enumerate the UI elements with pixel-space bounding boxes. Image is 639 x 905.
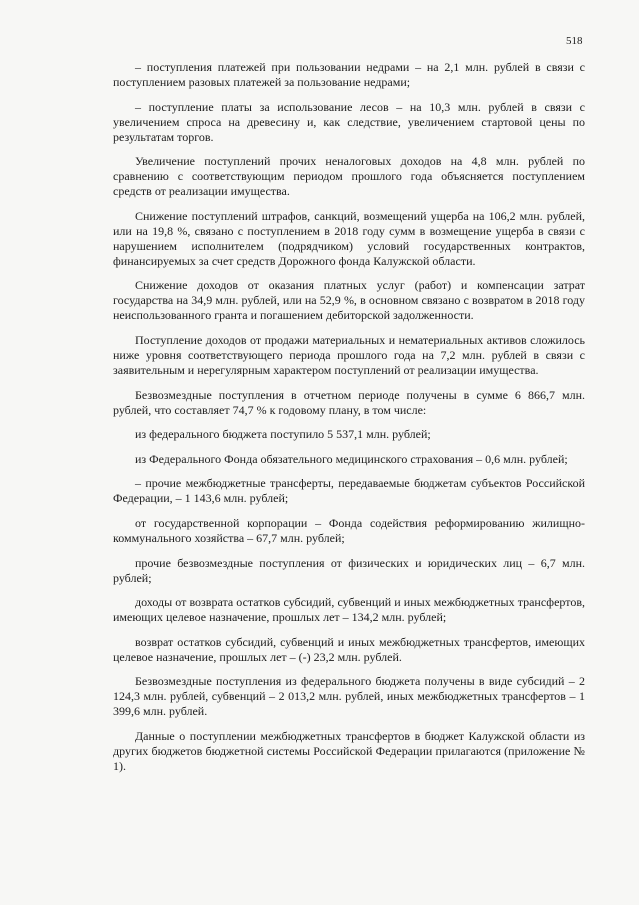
- paragraph: доходы от возврата остатков субсидий, субвенций и иных межбюджетных трансфертов, имеющих целевое назначение, прошлых лет – 134,2 млн. рублей;: [113, 595, 585, 625]
- paragraph: Увеличение поступлений прочих неналоговых доходов на 4,8 млн. рублей по сравнению с соответствующим периодом прошлого года объясняется поступлением средств от реализации имущества.: [113, 154, 585, 199]
- paragraph: прочие безвозмездные поступления от физических и юридических лиц – 6,7 млн. рублей;: [113, 555, 585, 585]
- paragraph: Снижение доходов от оказания платных услуг (работ) и компенсации затрат государства на 34,9 млн. рублей, или на 52,9 %, в основном связано с возвратом в 2018 году неиспользованного гранта и погашением дебиторской задолженности.: [113, 278, 585, 323]
- document-body: [113, 60, 585, 774]
- paragraph: Безвозмездные поступления из федерального бюджета получены в виде субсидий – 2 124,3 млн. рублей, субвенций – 2 013,2 млн. рублей, иных межбюджетных трансфертов – 1 399,6 млн. рублей.: [113, 674, 585, 719]
- paragraph: – прочие межбюджетные трансферты, передаваемые бюджетам субъектов Российской Федерации, – 1 143,6 млн. рублей;: [113, 476, 585, 506]
- paragraph: Данные о поступлении межбюджетных трансфертов в бюджет Калужской области из других бюджетов бюджетной системы Российской Федерации прилагаются (приложение № 1).: [113, 728, 585, 773]
- paragraph: – поступления платежей при пользовании недрами – на 2,1 млн. рублей в связи с поступлением разовых платежей за пользование недрами;: [113, 60, 585, 89]
- paragraph: из федерального бюджета поступило 5 537,1 млн. рублей;: [135, 427, 431, 442]
- paragraph: возврат остатков субсидий, субвенций и иных межбюджетных трансфертов, имеющих целевое назначение, прошлых лет – (-) 23,2 млн. рублей.: [113, 634, 585, 664]
- paragraph: Снижение поступлений штрафов, санкций, возмещений ущерба на 106,2 млн. рублей, или на 19,8 %, связано с поступлением в 2018 году сумм в возмещение ущерба в связи с нарушением исполнителем (подрядчиком) условий государственных контрактов, финансируемых за счет средств Дорожного фонда Калужской области.: [113, 208, 585, 268]
- page-number: 518: [566, 35, 583, 47]
- paragraph: от государственной корпорации – Фонда содействия реформированию жилищно-коммунального хозяйства – 67,7 млн. рублей;: [113, 515, 585, 545]
- paragraph: Безвозмездные поступления в отчетном периоде получены в сумме 6 866,7 млн. рублей, что составляет 74,7 % к годовому плану, в том числе:: [113, 387, 585, 417]
- paragraph: – поступление платы за использование лесов – на 10,3 млн. рублей в связи с увеличением спроса на древесину и, как следствие, увеличением стартовой цены по результатам торгов.: [113, 99, 585, 144]
- paragraph: из Федерального Фонда обязательного медицинского страхования – 0,6 млн. рублей;: [135, 451, 568, 466]
- paragraph: Поступление доходов от продажи материальных и нематериальных активов сложилось ниже уровня соответствующего периода прошлого года на 7,2 млн. рублей в связи с заявительным и нерегулярным характером поступлений от реализации имущества.: [113, 332, 585, 377]
